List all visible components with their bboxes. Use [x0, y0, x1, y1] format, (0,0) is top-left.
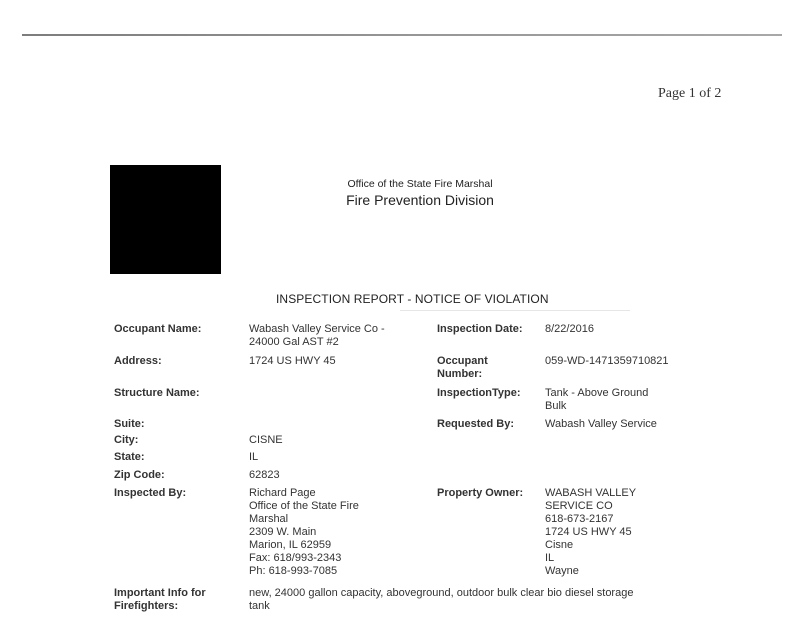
occupant-number-label: Occupant Number:	[437, 355, 488, 380]
inspection-date-label: Inspection Date:	[437, 323, 523, 335]
inspected-by-value: Richard Page Office of the State Fire Marshal 2309 W. Main Marion, IL 62959 Fax: 618/993-2343 Ph: 618-993-7085	[249, 487, 359, 577]
office-name: Office of the State Fire Marshal	[347, 178, 493, 190]
top-scan-rule	[22, 34, 782, 36]
division-name: Fire Prevention Division	[346, 192, 494, 208]
address-label: Address:	[114, 355, 162, 367]
suite-label: Suite:	[114, 418, 145, 430]
city-value: CISNE	[249, 434, 283, 446]
structure-name-label: Structure Name:	[114, 387, 200, 399]
inspected-by-label: Inspected By:	[114, 487, 187, 499]
city-label: City:	[114, 434, 139, 446]
occupant-name-value: Wabash Valley Service Co - 24000 Gal AST #2	[249, 323, 385, 348]
inspection-type-label: InspectionType:	[437, 387, 521, 399]
property-owner-label: Property Owner:	[437, 487, 524, 499]
state-value: IL	[249, 451, 259, 463]
zip-code-value: 62823	[249, 469, 280, 481]
state-label: State:	[114, 451, 145, 463]
requested-by-value: Wabash Valley Service	[545, 418, 657, 430]
important-info-label: Important Info for Firefighters:	[114, 587, 206, 612]
report-title: INSPECTION REPORT - NOTICE OF VIOLATION	[276, 292, 549, 306]
property-owner-value: WABASH VALLEY SERVICE CO 618-673-2167 1724 US HWY 45 Cisne IL Wayne	[545, 487, 637, 577]
title-underline	[400, 310, 630, 311]
page-number: Page 1 of 2	[658, 86, 722, 101]
important-info-value: new, 24000 gallon capacity, aboveground, outdoor bulk clear bio diesel storage tank	[249, 587, 634, 612]
zip-code-label: Zip Code:	[114, 469, 165, 481]
inspection-date-value: 8/22/2016	[545, 323, 594, 335]
redacted-logo-block	[110, 165, 221, 274]
inspection-type-value: Tank - Above Ground Bulk	[545, 387, 649, 412]
address-value: 1724 US HWY 45	[249, 355, 336, 367]
requested-by-label: Requested By:	[437, 418, 515, 430]
occupant-number-value: 059-WD-1471359710821	[545, 355, 669, 367]
occupant-name-label: Occupant Name:	[114, 323, 202, 335]
